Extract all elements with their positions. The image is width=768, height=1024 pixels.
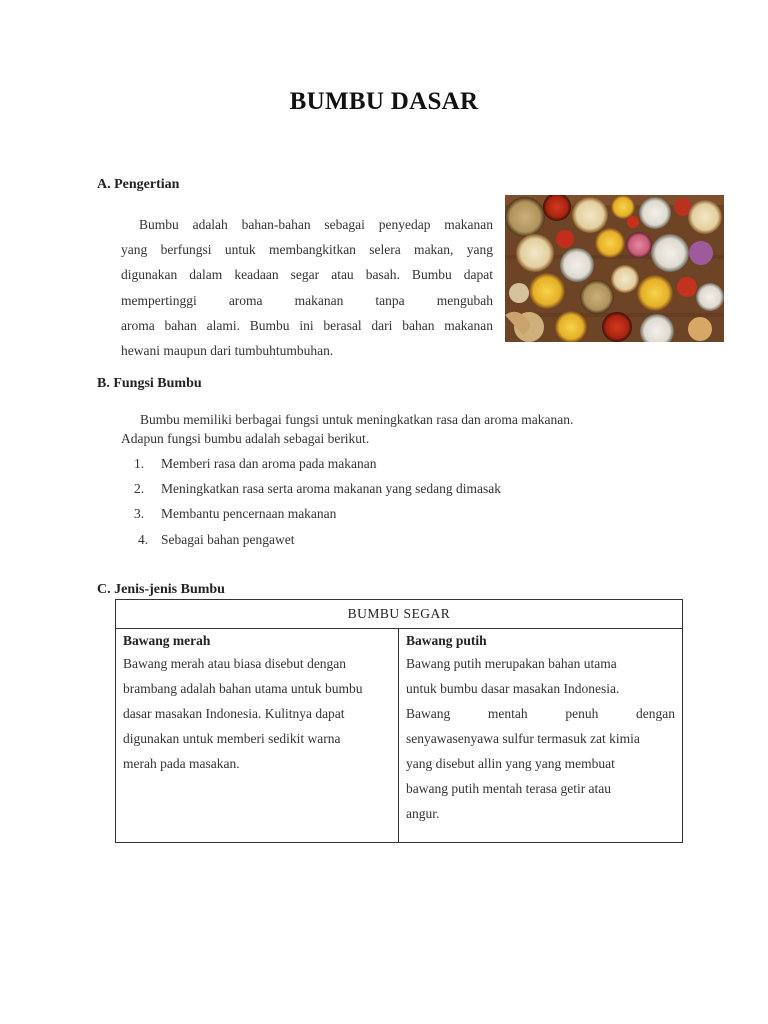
list-number: 1.	[134, 456, 145, 471]
table-cell-bawang-merah	[116, 629, 399, 843]
list-text: Membantu pencernaan makanan	[161, 506, 337, 521]
cell-line: Bawang merah atau biasa disebut dengan	[123, 656, 347, 671]
bumbu-segar-table	[115, 599, 683, 843]
section-a-line: hewani maupun dari tumbuhtumbuhan.	[121, 343, 334, 359]
list-number: 4.	[138, 532, 149, 547]
cell-title: Bawang merah	[123, 633, 211, 648]
section-b-intro-line2: Adapun fungsi bumbu adalah sebagai berikut.	[121, 431, 370, 446]
list-item	[134, 456, 377, 472]
section-a-line: aroma bahan alami. Bumbu ini berasal dari bahan makanan	[121, 317, 493, 333]
section-a-line: yang berfungsi untuk membangkitkan selera makan, yang	[121, 242, 493, 258]
table-cell-bawang-putih	[399, 629, 683, 843]
cell-line: untuk bumbu dasar masakan Indonesia.	[406, 681, 620, 696]
list-item	[134, 506, 336, 522]
cell-title: Bawang putih	[406, 633, 487, 648]
section-a-line: digunakan dalam keadaan segar atau basah. Bumbu dapat	[121, 267, 493, 283]
section-a-line: mempertinggi aroma makanan tanpa mengubah	[121, 292, 493, 308]
list-item	[134, 481, 501, 497]
cell-line: Bawang mentah penuh dengan	[406, 706, 675, 721]
list-number: 2.	[134, 481, 145, 496]
list-text: Sebagai bahan pengawet	[161, 532, 295, 547]
list-text: Meningkatkan rasa serta aroma makanan yang sedang dimasak	[161, 481, 501, 496]
cell-line: digunakan untuk memberi sedikit warna	[123, 731, 341, 746]
list-text: Memberi rasa dan aroma pada makanan	[161, 456, 377, 471]
cell-line: merah pada masakan.	[123, 756, 240, 771]
section-a-heading: A. Pengertian	[97, 177, 180, 192]
cell-line: angur.	[406, 806, 440, 821]
table-header: BUMBU SEGAR	[116, 600, 683, 629]
section-a-paragraph	[121, 212, 493, 363]
list-item	[138, 532, 294, 548]
cell-line: brambang adalah bahan utama untuk bumbu	[123, 681, 363, 696]
section-b-heading: B. Fungsi Bumbu	[97, 376, 202, 391]
cell-line: bawang putih mentah terasa getir atau	[406, 781, 612, 796]
section-b-intro-line1: Bumbu memiliki berbagai fungsi untuk meningkatkan rasa dan aroma makanan.	[140, 412, 574, 427]
spices-photo	[505, 195, 724, 342]
section-a-line: Bumbu adalah bahan-bahan sebagai penyedap makanan	[139, 217, 493, 232]
cell-line: dasar masakan Indonesia. Kulitnya dapat	[123, 706, 345, 721]
cell-line: yang disebut allin yang yang membuat	[406, 756, 615, 771]
cell-line: Bawang putih merupakan bahan utama	[406, 656, 617, 671]
list-number: 3.	[134, 506, 145, 521]
section-c-heading: C. Jenis-jenis Bumbu	[97, 582, 225, 597]
page-title: BUMBU DASAR	[289, 88, 479, 115]
cell-line: senyawasenyawa sulfur termasuk zat kimia	[406, 731, 640, 746]
